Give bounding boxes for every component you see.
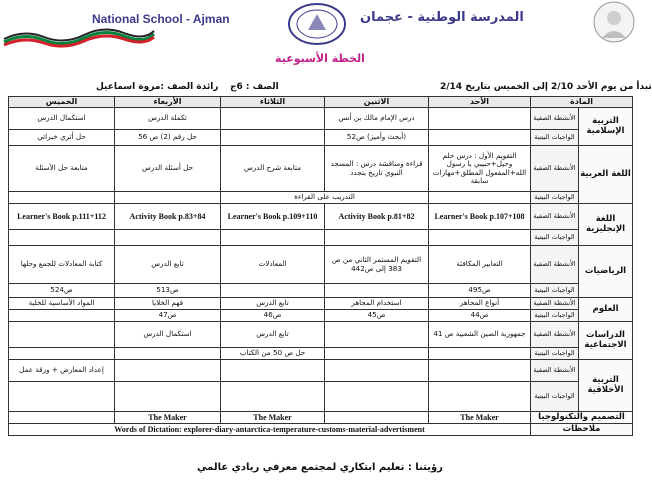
cell: The Maker — [221, 412, 325, 424]
cell — [9, 310, 115, 322]
cell: التعابير المكافئة — [429, 246, 531, 284]
school-emblem-icon — [286, 2, 348, 46]
cell: تابع الدرس — [221, 322, 325, 348]
table-row — [9, 204, 633, 230]
row-label-class: الأنشطة الصفية — [531, 246, 579, 284]
page-title: الخطة الأسبوعية — [275, 52, 365, 65]
notes-label: ملاحظات — [531, 424, 633, 436]
table-row — [9, 382, 633, 412]
cell — [325, 284, 429, 298]
cell: استكمال الدرس — [115, 322, 221, 348]
cell — [325, 412, 429, 424]
cell: ص47 — [115, 310, 221, 322]
subject-english: اللغة الإنجليزية — [579, 204, 633, 246]
cell — [325, 322, 429, 348]
cell: The Maker — [115, 412, 221, 424]
cell: التقويم الأول : درس حلم وحيل+حبيبي يا رسول الله+المفعول المطلق+مهارات سابقة — [429, 146, 531, 192]
col-thursday: الخميس — [9, 97, 115, 108]
cell: Learner's Book p.109+110 — [221, 204, 325, 230]
cell — [9, 192, 115, 204]
cell: حل رقم (2) ص 56 — [115, 130, 221, 146]
cell: إعداد المعارض + ورقة عمل — [9, 360, 115, 382]
row-label-home: الواجبات البيتية — [531, 192, 579, 204]
cell — [9, 322, 115, 348]
cell — [221, 284, 325, 298]
cell — [115, 192, 221, 204]
cell — [325, 360, 429, 382]
cell: متابعة حل الأسئلة — [9, 146, 115, 192]
cell: فهم الخلايا — [115, 298, 221, 310]
table-row — [9, 412, 633, 424]
cell — [325, 230, 429, 246]
subject-islamic: التربية الإسلامية — [579, 108, 633, 146]
subject-moral: التربية الأخلاقية — [579, 360, 633, 412]
cell — [115, 360, 221, 382]
cell — [429, 230, 531, 246]
grade-label: الصف : 6ج — [230, 82, 279, 92]
cell: أنواع المجاهر — [429, 298, 531, 310]
cell — [221, 360, 325, 382]
cell — [115, 382, 221, 412]
cell — [221, 230, 325, 246]
uae-flag-ribbon-icon — [4, 28, 154, 48]
row-label-class: الأنشطة الصفية — [531, 360, 579, 382]
cell: المعادلات — [221, 246, 325, 284]
cell: The Maker — [429, 412, 531, 424]
cell: جمهورية الصين الشعبية ص 41 — [429, 322, 531, 348]
table-row — [9, 310, 633, 322]
cell — [325, 382, 429, 412]
school-vision: رؤيتنا : تعليم ابتكاري لمجتمع معرفي ريادي عالمي — [197, 462, 443, 473]
cell: تابع الدرس — [115, 246, 221, 284]
cell: متابعة شرح الدرس — [221, 146, 325, 192]
table-row — [9, 108, 633, 130]
cell: تابع الدرس — [221, 298, 325, 310]
cell — [9, 382, 115, 412]
row-label-class: الأنشطة الصفية — [531, 322, 579, 348]
cell: المواد الأساسية للخلية — [9, 298, 115, 310]
cell — [9, 230, 115, 246]
cell: Activity Book p.81+82 — [325, 204, 429, 230]
row-label-class: الأنشطة الصفية — [531, 204, 579, 230]
cell — [429, 108, 531, 130]
cell — [115, 230, 221, 246]
col-sunday: الأحد — [429, 97, 531, 108]
cell — [221, 108, 325, 130]
table-row — [9, 230, 633, 246]
cell: ص45 — [325, 310, 429, 322]
subject-math: الرياضيات — [579, 246, 633, 298]
row-label-home: الواجبات البيتية — [531, 284, 579, 298]
class-teacher: رائدة الصف :مروة اسماعيل — [96, 82, 219, 92]
cell: تكملة الدرس — [115, 108, 221, 130]
cell — [221, 130, 325, 146]
cell: حل أسئلة الدرس — [115, 146, 221, 192]
row-label-home: الواجبات البيتية — [531, 310, 579, 322]
cell: ص44 — [429, 310, 531, 322]
cell: استكمال الدرس — [9, 108, 115, 130]
subject-social: الدراسات الاجتماعية — [579, 322, 633, 360]
school-name-en: National School - Ajman — [92, 12, 230, 26]
cell — [9, 348, 115, 360]
subject-design: التصميم والتكنولوجيا — [531, 412, 633, 424]
row-label-home: الواجبات البيتية — [531, 348, 579, 360]
cell: درس الإمام مالك بن أنس — [325, 108, 429, 130]
cell — [429, 192, 531, 204]
subject-science: العلوم — [579, 298, 633, 322]
cell — [221, 382, 325, 412]
dictation-words: Words of Dictation: explorer-diary-antarctica-temperature-customs-material-advertisment — [9, 424, 531, 436]
weekly-plan-table — [8, 96, 633, 436]
table-row — [9, 192, 633, 204]
subject-arabic: اللغة العربية — [579, 146, 633, 204]
table-row — [9, 322, 633, 348]
table-row — [9, 284, 633, 298]
cell: (أبحث وأميز) ص52 — [325, 130, 429, 146]
cell — [9, 412, 115, 424]
cell: ص524 — [9, 284, 115, 298]
cell: استخدام المجاهر — [325, 298, 429, 310]
cell — [429, 348, 531, 360]
col-tuesday: الثلاثاء — [221, 97, 325, 108]
cell: Learner's Book p.107+108 — [429, 204, 531, 230]
cell: ص46 — [221, 310, 325, 322]
cell — [115, 348, 221, 360]
row-label-class: الأنشطة الصفية — [531, 298, 579, 310]
week-range: تبدأ من يوم الأحد 2/10 إلى الخميس بتاريخ 2/14 — [440, 82, 652, 92]
table-row — [9, 360, 633, 382]
notes-row — [9, 424, 633, 436]
cell — [429, 382, 531, 412]
table-header-row — [9, 97, 633, 108]
col-subject: المادة — [531, 97, 633, 108]
table-row — [9, 298, 633, 310]
cell: قراءة ومناقشة درس : المسجد النبوي تاريخ يتجدد — [325, 146, 429, 192]
row-label-class: الأنشطة الصفية — [531, 146, 579, 192]
row-label-home: الواجبات البيتية — [531, 130, 579, 146]
cell — [429, 130, 531, 146]
row-label-class: الأنشطة الصفية — [531, 108, 579, 130]
row-label-home: الواجبات البيتية — [531, 382, 579, 412]
sheikh-portrait-logo-icon — [592, 0, 636, 46]
cell — [325, 348, 429, 360]
table-row — [9, 348, 633, 360]
cell: كتابة المعادلات للجمع وحلها — [9, 246, 115, 284]
cell: Learner's Book p.111+112 — [9, 204, 115, 230]
school-name-ar: المدرسة الوطنية - عجمان — [360, 10, 524, 25]
cell: Activity Book p.83+84 — [115, 204, 221, 230]
cell: حل أثري خبراتي — [9, 130, 115, 146]
cell: ص495 — [429, 284, 531, 298]
table-row — [9, 130, 633, 146]
col-wednesday: الأربعاء — [115, 97, 221, 108]
cell: التقويم المستمر الثاني من ص 383 إلى ص442 — [325, 246, 429, 284]
cell: ص513 — [115, 284, 221, 298]
cell: التدريب على القراءة — [221, 192, 429, 204]
table-row — [9, 246, 633, 284]
cell — [429, 360, 531, 382]
row-label-home: الواجبات البيتية — [531, 230, 579, 246]
table-row — [9, 146, 633, 192]
page-header — [0, 0, 640, 48]
col-monday: الاثنين — [325, 97, 429, 108]
cell: حل ص 50 من الكتاب — [221, 348, 325, 360]
